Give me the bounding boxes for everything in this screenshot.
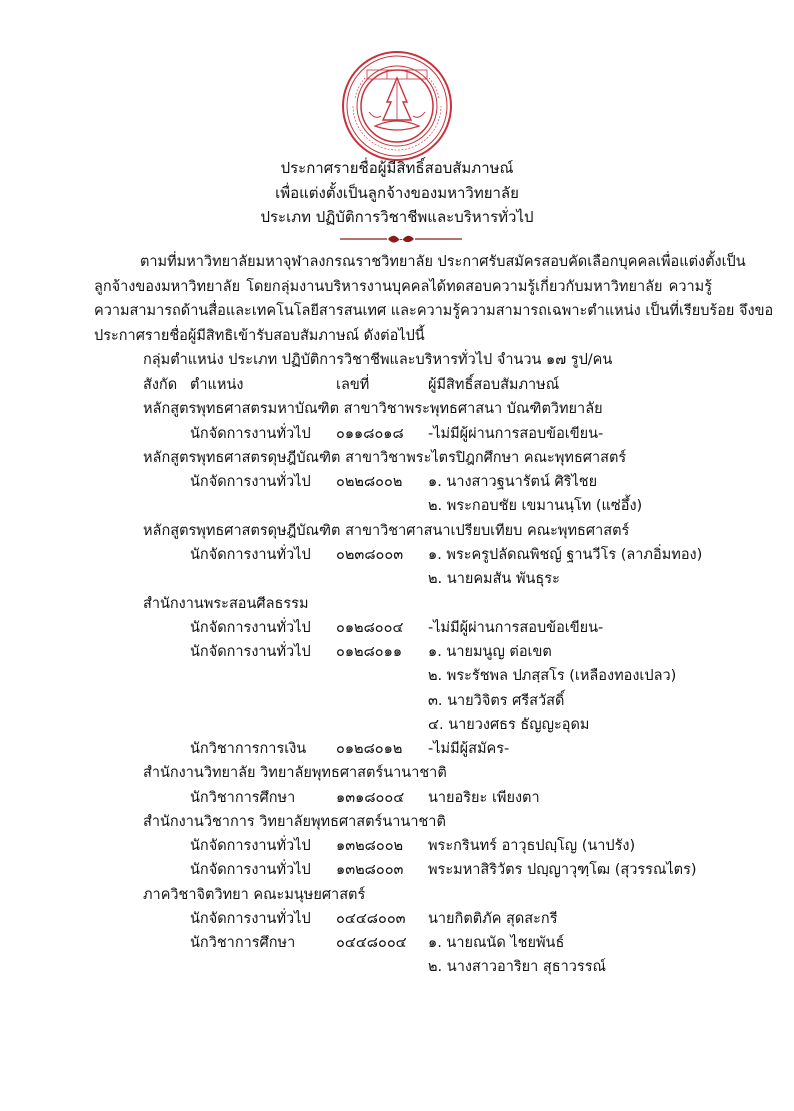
row-candidate: ๒. นายคมสัน พันธุระ	[428, 571, 560, 587]
intro-paragraph-line-2: ลูกจ้างของมหาวิทยาลัย โดยกลุ่มงานบริหารงานบุคคลได้ทดสอบความรู้เกี่ยวกับมหาวิทยาลัย ความรู้	[94, 279, 712, 295]
row-candidate: -ไม่มีผู้ผ่านการสอบข้อเขียน-	[428, 620, 604, 636]
document-title-line-2: เพื่อแต่งตั้งเป็นลูกจ้างของมหาวิทยาลัย	[275, 184, 519, 202]
row-number: ๐๒๒๘๐๐๒	[336, 474, 403, 490]
row-candidate: ๔. นายวงศธร ธัญญะอุดม	[428, 717, 590, 733]
row-number: ๑๓๒๘๐๐๓	[336, 862, 404, 878]
ornamental-divider	[340, 232, 462, 246]
row-position: นักจัดการงานทั่วไป	[190, 838, 311, 854]
unit-heading: หลักสูตรพุทธศาสตรดุษฎีบัณฑิต สาขาวิชาพระไตรปิฎกศึกษา คณะพุทธศาสตร์	[143, 450, 627, 466]
row-number: ๐๔๔๘๐๐๔	[336, 935, 407, 951]
intro-paragraph-line-4: ประกาศรายชื่อผู้มีสิทธิเข้ารับสอบสัมภาษณ์ ดังต่อไปนี้	[94, 328, 425, 344]
document-title-line-3: ประเภท ปฏิบัติการวิชาชีพและบริหารทั่วไป	[260, 208, 534, 226]
header-affiliation: สังกัด	[143, 377, 178, 393]
row-position: นักจัดการงานทั่วไป	[190, 644, 311, 660]
unit-heading: หลักสูตรพุทธศาสตรมหาบัณฑิต สาขาวิชาพระพุทธศาสนา บัณฑิตวิทยาลัย	[143, 401, 603, 417]
row-position: นักจัดการงานทั่วไป	[190, 862, 311, 878]
row-candidate: ๒. พระกอบชัย เขมานนฺโท (แซ่อึ้ง)	[428, 498, 643, 514]
intro-paragraph-line-3: ความสามารถด้านสื่อและเทคโนโลยีสารสนเทศ และความรู้ความสามารถเฉพาะตำแหน่ง เป็นที่เรียบร้อย จึงขอ	[94, 303, 774, 319]
header-candidates: ผู้มีสิทธิ์สอบสัมภาษณ์	[428, 377, 560, 393]
row-candidate: ๓. นายวิจิตร ศรีสวัสดิ์	[428, 693, 565, 709]
unit-heading: หลักสูตรพุทธศาสตรดุษฎีบัณฑิต สาขาวิชาศาสนาเปรียบเทียบ คณะพุทธศาสตร์	[143, 523, 630, 539]
unit-heading: สำนักงานวิทยาลัย วิทยาลัยพุทธศาสตร์นานาชาติ	[143, 765, 447, 781]
row-number: ๐๑๑๘๐๑๘	[336, 426, 404, 442]
row-candidate: ๑. นายมนูญ ต่อเขต	[428, 644, 552, 660]
row-position: นักจัดการงานทั่วไป	[190, 620, 311, 636]
university-seal-logo	[341, 50, 453, 162]
row-candidate: ๒. นางสาวอาริยา สุธาวรรณ์	[428, 959, 606, 975]
header-position: ตำแหน่ง	[190, 377, 244, 393]
row-number: ๑๓๒๘๐๐๒	[336, 838, 404, 854]
row-position: นักจัดการงานทั่วไป	[190, 911, 311, 927]
row-candidate: พระกรินทร์ อาวุธปญฺโญ (นาปรัง)	[428, 838, 636, 854]
row-position: นักจัดการงานทั่วไป	[190, 474, 311, 490]
unit-heading: ภาควิชาจิตวิทยา คณะมนุษยศาสตร์	[143, 887, 366, 903]
row-position: นักจัดการงานทั่วไป	[190, 426, 311, 442]
row-candidate: -ไม่มีผู้ผ่านการสอบข้อเขียน-	[428, 426, 604, 442]
unit-heading: สำนักงานพระสอนศีลธรรม	[143, 596, 309, 612]
row-candidate: นายกิตติภัค สุดสะกรี	[428, 911, 558, 927]
row-number: ๑๓๑๘๐๐๔	[336, 790, 405, 806]
row-number: ๐๑๒๘๐๑๑	[336, 644, 403, 660]
row-number: ๐๒๓๘๐๐๓	[336, 547, 404, 563]
row-position: นักวิชาการการเงิน	[190, 741, 307, 757]
row-candidate: ๒. พระรัชพล ปภสฺสโร (เหลืองทองเปลว)	[428, 668, 677, 684]
row-candidate: ๑. นายณนัด ไชยพันธ์	[428, 935, 565, 951]
unit-heading: สำนักงานวิชาการ วิทยาลัยพุทธศาสตร์นานาชาติ	[143, 814, 446, 830]
row-candidate: นายอริยะ เพียงตา	[428, 790, 540, 806]
document-title-line-1: ประกาศรายชื่อผู้มีสิทธิ์สอบสัมภาษณ์	[280, 159, 514, 177]
row-number: ๐๑๒๘๐๐๔	[336, 620, 404, 636]
row-candidate: ๑. นางสาวฐนารัตน์ ศิริไชย	[428, 474, 598, 490]
row-candidate: ๑. พระครูปลัดณพิชญ์ ฐานวีโร (ลาภอิ่มทอง)	[428, 547, 703, 563]
header-number: เลขที่	[336, 377, 370, 393]
row-candidate: พระมหาสิริวัตร ปญฺญาวุฑฺโฒ (สุวรรณไตร)	[428, 862, 697, 878]
row-candidate: -ไม่มีผู้สมัคร-	[428, 741, 510, 757]
row-number: ๐๑๒๘๐๑๒	[336, 741, 403, 757]
row-position: นักจัดการงานทั่วไป	[190, 547, 311, 563]
row-position: นักวิชาการศึกษา	[190, 790, 296, 806]
position-group-summary: กลุ่มตำแหน่ง ประเภท ปฏิบัติการวิชาชีพและบริหารทั่วไป จำนวน ๑๗ รูป/คน	[143, 352, 613, 368]
row-number: ๐๔๔๘๐๐๓	[336, 911, 406, 927]
row-position: นักวิชาการศึกษา	[190, 935, 296, 951]
intro-paragraph-line-1: ตามที่มหาวิทยาลัยมหาจุฬาลงกรณราชวิทยาลัย ประกาศรับสมัครสอบคัดเลือกบุคคลเพื่อแต่งตั้งเป็น	[140, 254, 746, 270]
